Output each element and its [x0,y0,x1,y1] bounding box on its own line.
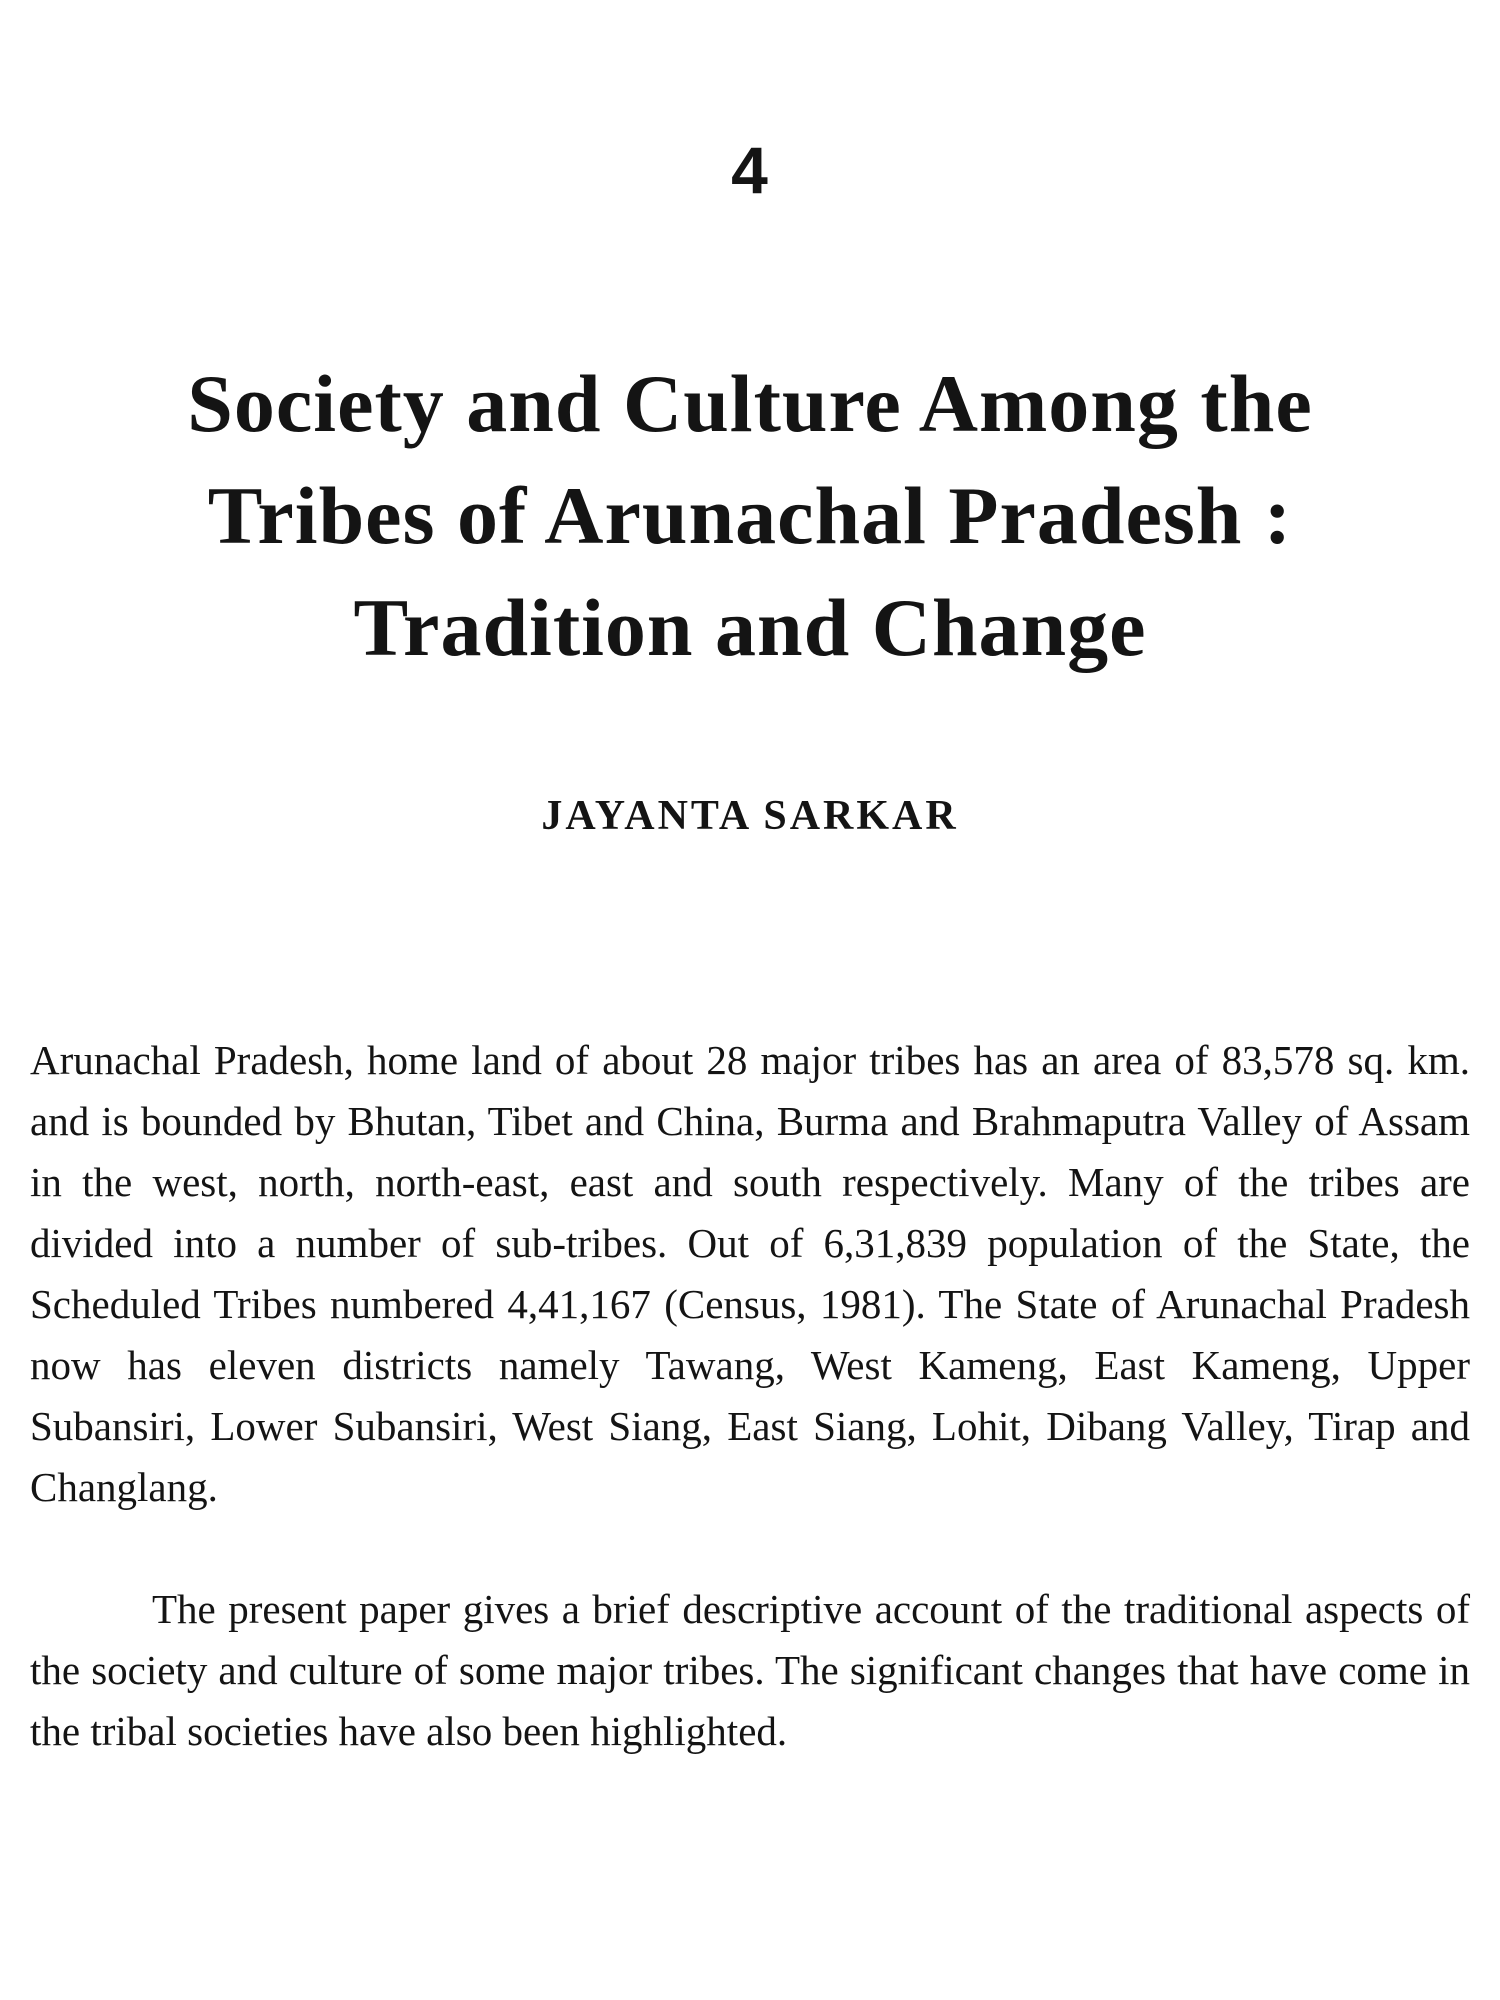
chapter-title [100,348,1400,684]
author-name: JAYANTA SARKAR [541,793,959,839]
chapter-title-line: Tribes of Arunachal Pradesh : [207,470,1293,561]
body-text [30,1030,1470,1762]
paragraph: The present paper gives a brief descriptive account of the traditional aspects of the society and culture of some major tribes. The significant changes that have come in the tribal societies have also been highlighted. [30,1586,1470,1754]
chapter-number: 4 [731,133,769,207]
chapter-title-line: Society and Culture Among the [187,358,1313,449]
chapter-title-line: Tradition and Change [353,582,1147,673]
paragraph: Arunachal Pradesh, home land of about 28 major tribes has an area of 83,578 sq. km. and is bounded by Bhutan, Tibet and China, Burma and Brahmaputra Valley of Assam in the west, north, north-east, east and south respectively. Many of the tribes are divided into a number of sub-tribes. Out of 6,31,839 population of the State, the Scheduled Tribes numbered 4,41,167 (Census, 1981). The State of Arunachal Pradesh now has eleven districts namely Tawang, West Kameng, East Kameng, Upper Subansiri, Lower Subansiri, West Siang, East Siang, Lohit, Dibang Valley, Tirap and Changlang. [30,1037,1470,1510]
